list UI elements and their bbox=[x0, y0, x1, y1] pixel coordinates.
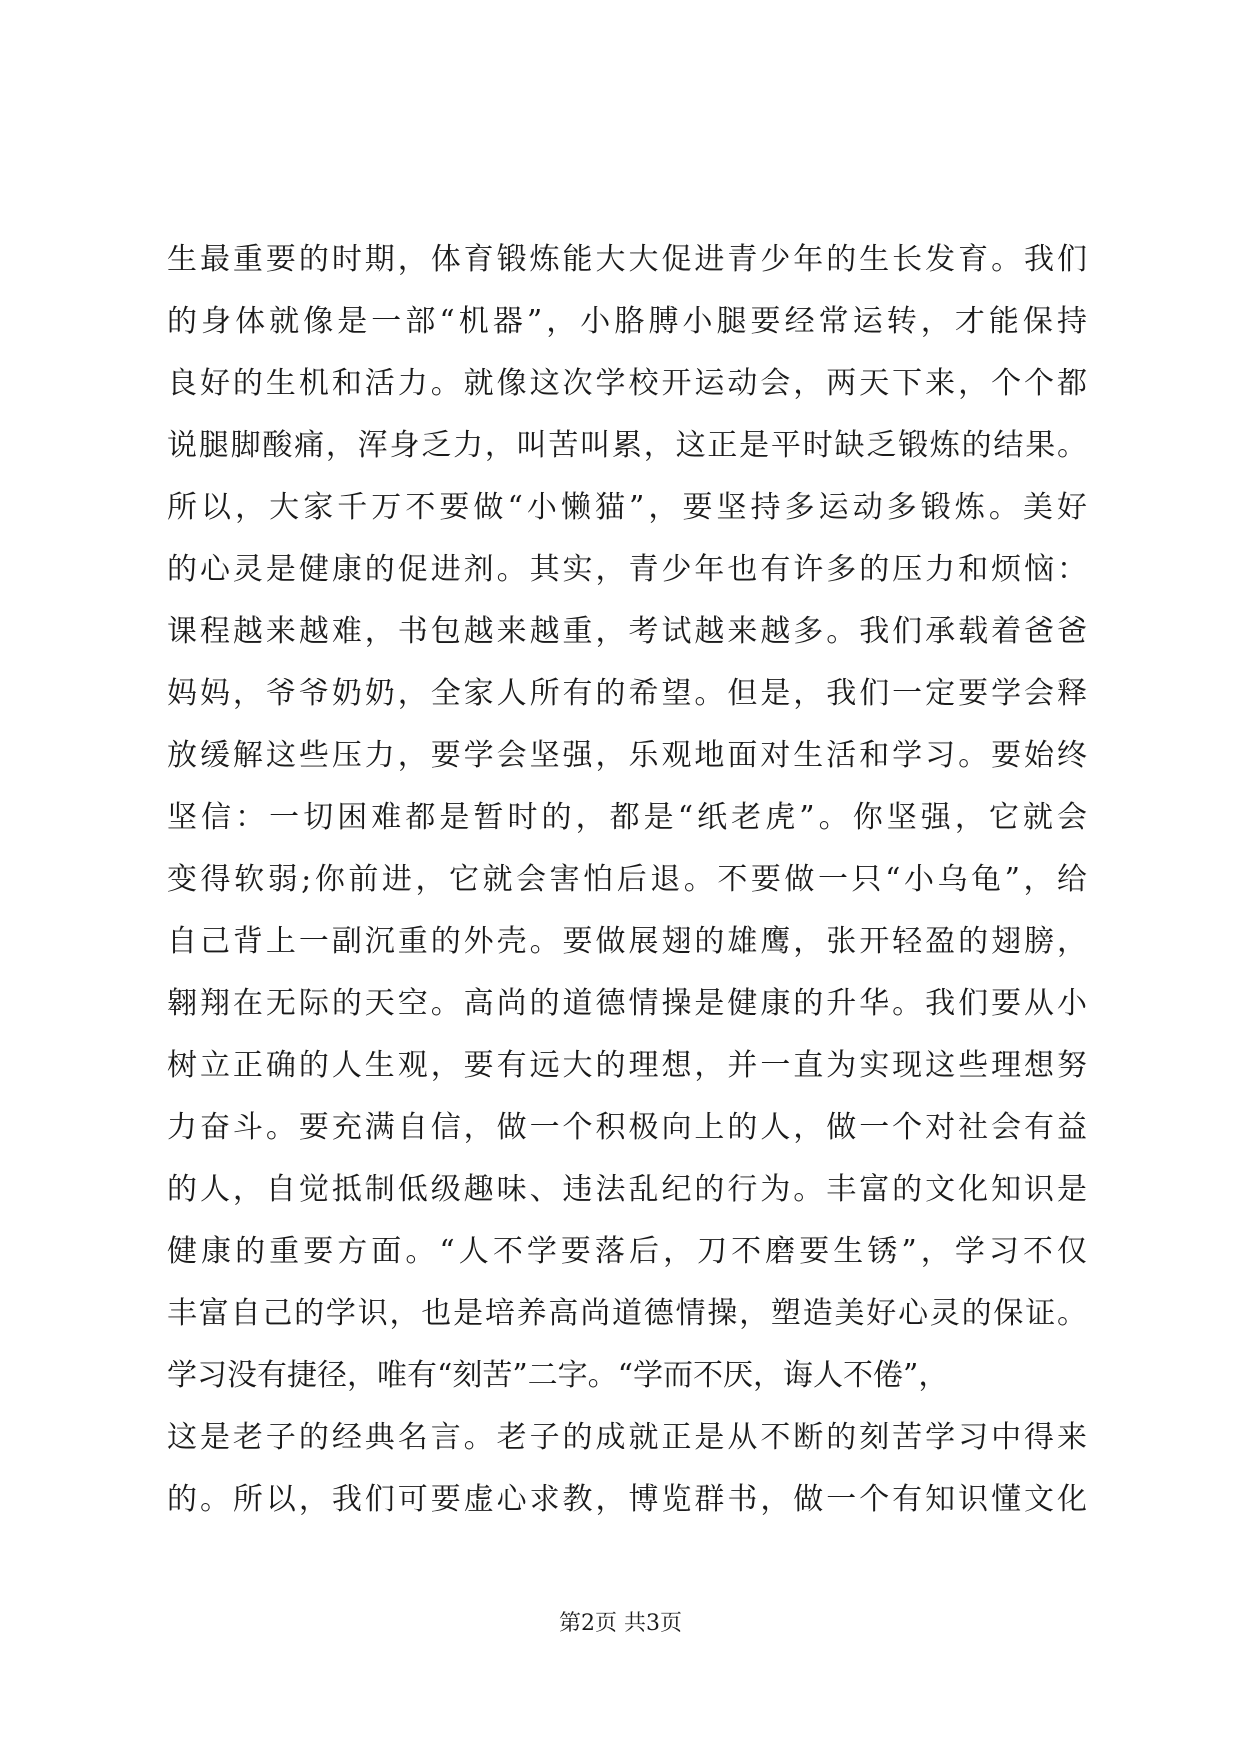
text-line: 良好的生机和活力。就像这次学校开运动会，两天下来，个个都 bbox=[167, 366, 1087, 401]
text-line: 健康的重要方面。“人不学要落后，刀不磨要生锈”，学习不仅 bbox=[167, 1234, 1087, 1269]
text-line: 力奋斗。要充满自信，做一个积极向上的人，做一个对社会有益 bbox=[167, 1110, 1087, 1145]
body-text bbox=[167, 233, 1087, 1535]
text-line: 的身体就像是一部“机器”，小胳膊小腿要经常运转，才能保持 bbox=[167, 304, 1087, 339]
page-number-footer: 第2页 共3页 bbox=[559, 1611, 682, 1636]
text-line: 放缓解这些压力，要学会坚强，乐观地面对生活和学习。要始终 bbox=[167, 738, 1087, 773]
text-line: 丰富自己的学识，也是培养高尚道德情操，塑造美好心灵的保证。 bbox=[167, 1296, 1087, 1331]
text-line: 课程越来越难，书包越来越重，考试越来越多。我们承载着爸爸 bbox=[167, 614, 1087, 649]
text-line: 生最重要的时期，体育锻炼能大大促进青少年的生长发育。我们 bbox=[167, 242, 1087, 277]
text-line: 的。所以，我们可要虚心求教，博览群书，做一个有知识懂文化 bbox=[167, 1482, 1087, 1517]
text-line: 翱翔在无际的天空。高尚的道德情操是健康的升华。我们要从小 bbox=[167, 986, 1087, 1021]
text-line: 说腿脚酸痛，浑身乏力，叫苦叫累，这正是平时缺乏锻炼的结果。 bbox=[167, 428, 1087, 463]
text-line: 树立正确的人生观，要有远大的理想，并一直为实现这些理想努 bbox=[167, 1048, 1087, 1083]
text-line: 学习没有捷径，唯有“刻苦”二字。“学而不厌，诲人不倦”， bbox=[167, 1358, 949, 1393]
text-line: 妈妈，爷爷奶奶，全家人所有的希望。但是，我们一定要学会释 bbox=[167, 676, 1087, 711]
text-line: 的心灵是健康的促进剂。其实，青少年也有许多的压力和烦恼： bbox=[167, 552, 1087, 587]
text-line: 自己背上一副沉重的外壳。要做展翅的雄鹰，张开轻盈的翅膀， bbox=[167, 924, 1087, 959]
text-line: 坚信：一切困难都是暂时的，都是“纸老虎”。你坚强，它就会 bbox=[167, 800, 1087, 835]
text-line: 变得软弱;你前进，它就会害怕后退。不要做一只“小乌龟”，给 bbox=[167, 862, 1087, 897]
text-line: 这是老子的经典名言。老子的成就正是从不断的刻苦学习中得来 bbox=[167, 1420, 1087, 1455]
text-line: 所以，大家千万不要做“小懒猫”，要坚持多运动多锻炼。美好 bbox=[167, 490, 1087, 525]
text-line: 的人，自觉抵制低级趣味、违法乱纪的行为。丰富的文化知识是 bbox=[167, 1172, 1087, 1207]
